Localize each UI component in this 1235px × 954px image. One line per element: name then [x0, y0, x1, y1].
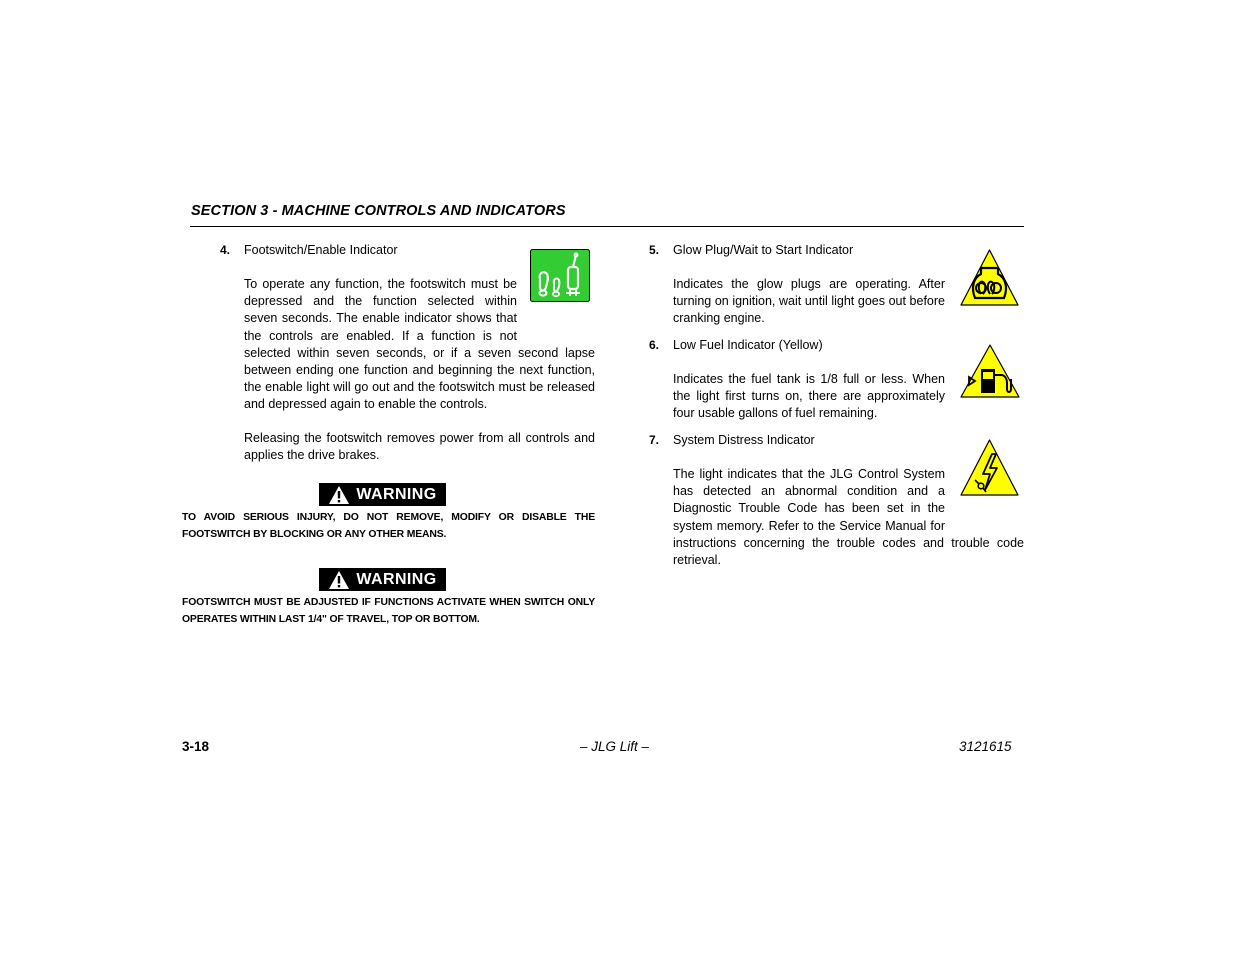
item-title-footswitch: Footswitch/Enable Indicator	[244, 243, 398, 257]
glow-plug-para1: Indicates the glow plugs are operating. After turning on ignition, wait until light goes out before cranking engine.	[673, 277, 945, 326]
low-fuel-description	[673, 371, 945, 423]
section-title: SECTION 3 - MACHINE CONTROLS AND INDICATORS	[191, 203, 566, 219]
footer-center: – JLG Lift –	[580, 739, 650, 754]
system-distress-description	[673, 466, 1024, 569]
footswitch-para2: Releasing the footswitch removes power from all controls and applies the drive brakes.	[244, 431, 595, 463]
warning-label-2: WARNING	[356, 570, 437, 588]
low-fuel-para1: Indicates the fuel tank is 1/8 full or less. When the light first turns on, there are approximately four usable gallons of fuel remaining.	[673, 372, 945, 421]
warning-label-1: WARNING	[356, 485, 437, 503]
header-rule	[190, 226, 1024, 227]
item-number-5: 5.	[649, 243, 660, 257]
item-number-7: 7.	[649, 433, 660, 447]
item-title-low-fuel: Low Fuel Indicator (Yellow)	[673, 338, 823, 352]
warning-text-1: TO AVOID SERIOUS INJURY, DO NOT REMOVE, MODIFY OR DISABLE THE FOOTSWITCH BY BLOCKING OR ANY OTHER MEANS.	[182, 512, 595, 540]
icon-spacer	[517, 276, 595, 328]
item-number-6: 6.	[649, 338, 660, 352]
item-number-4: 4.	[220, 243, 231, 257]
warning-badge-1	[319, 483, 446, 506]
glow-plug-description	[673, 276, 945, 328]
warning-triangle-icon	[328, 570, 350, 590]
glow-plug-icon	[959, 248, 1020, 307]
item-title-system-distress: System Distress Indicator	[673, 433, 815, 447]
footswitch-release-text	[244, 430, 595, 464]
warning-text-2: FOOTSWITCH MUST BE ADJUSTED IF FUNCTIONS ACTIVATE WHEN SWITCH ONLY OPERATES WITHIN LAST 1/4" OF TRAVEL, TOP OR BOTTOM.	[182, 597, 595, 625]
footswitch-para1: To operate any function, the footswitch must be depressed and the function selected within seven seconds. The enable indicator shows that the controls are enabled. If a function is not selected within seven seconds, or if a seven second lapse between ending one function and beginning the next function, the enable light will go out and the footswitch must be released and depressed again to enable the controls.	[244, 277, 595, 412]
fuel-pump-icon	[959, 343, 1021, 399]
page-number: 3-18	[182, 739, 210, 754]
doc-number: 3121615	[959, 739, 1012, 754]
footswitch-description	[244, 276, 595, 414]
icon-spacer	[945, 466, 1024, 518]
item-title-glow-plug: Glow Plug/Wait to Start Indicator	[673, 243, 854, 257]
warning-badge-2	[319, 568, 446, 591]
warning-triangle-icon	[328, 485, 350, 505]
system-distress-para1: The light indicates that the JLG Control System has detected an abnormal condition and a Diagnostic Trouble Code has been set in the system memory. Refer to the Service Manual for instructions concerning the trouble codes and trouble code retrieval.	[673, 467, 1024, 568]
